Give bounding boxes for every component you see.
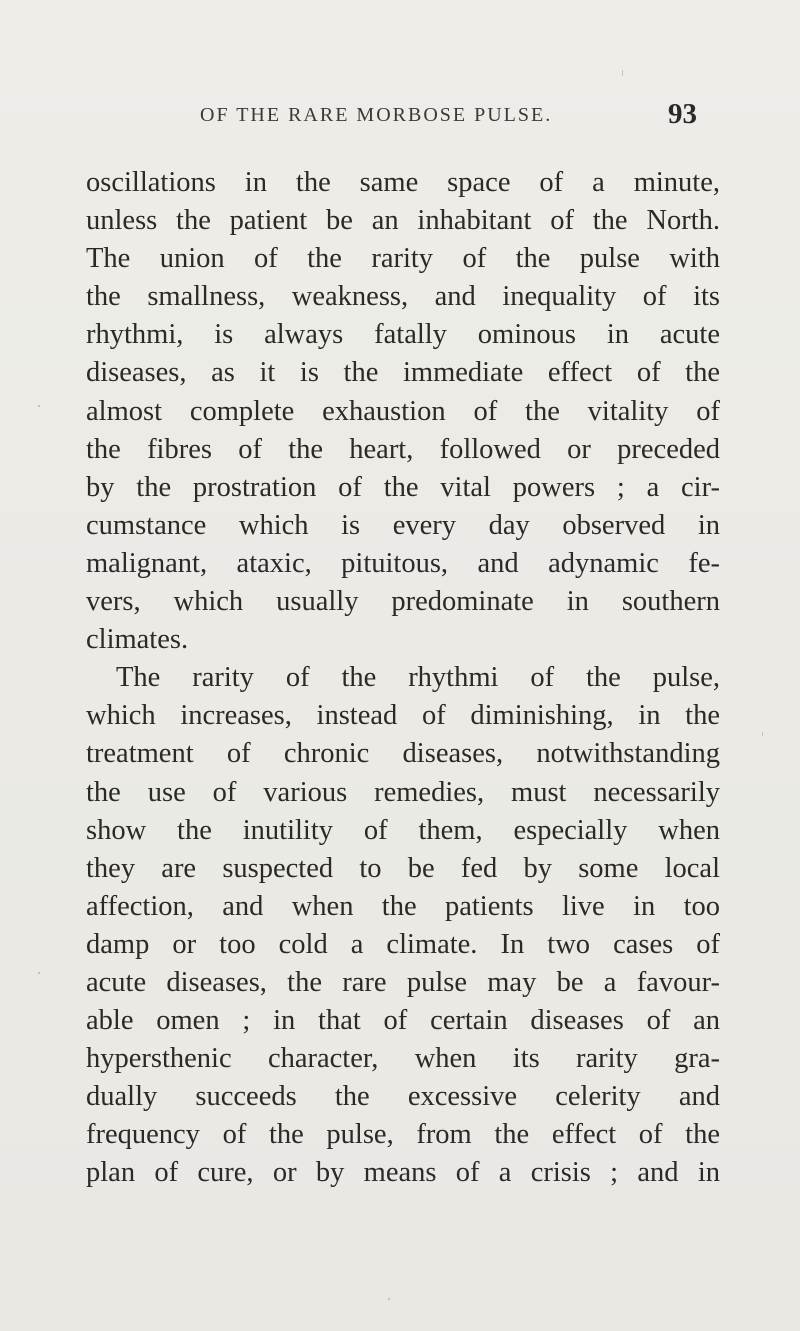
text-line: which increases, instead of diminishing, in the [86,700,720,732]
running-header: OF THE RARE MORBOSE PULSE. [200,104,553,126]
text-line: oscillations in the same space of a minute, [86,167,720,198]
paper-speck [762,732,763,736]
text-line: they are suspected to be fed by some local [86,852,720,884]
text-line: by the prostration of the vital powers ; a cir- [86,471,720,503]
text-line: hypersthenic character, when its rarity gra- [86,1043,720,1075]
paper-speck [622,70,623,76]
text-line: malignant, ataxic, pituitous, and adynamic fe- [86,547,720,579]
text-line: frequency of the pulse, from the effect of the [86,1119,720,1151]
text-line: diseases, as it is the immediate effect of the [86,357,720,389]
text-line: dually succeeds the excessive celerity and [86,1081,720,1113]
text-line: treatment of chronic diseases, notwithstanding [86,738,720,770]
text-line: the smallness, weakness, and inequality of its [86,281,720,313]
paper-speck [388,1298,390,1300]
page-number: 93 [668,98,697,130]
text-line: plan of cure, or by means of a crisis ; and in [86,1157,720,1189]
text-line: damp or too cold a climate. In two cases of [86,928,720,960]
text-line: able omen ; in that of certain diseases of an [86,1005,720,1037]
body-text [86,164,720,1193]
text-line: climates. [86,624,189,656]
text-line: the fibres of the heart, followed or preceded [86,433,720,465]
text-line: the use of various remedies, must necessarily [86,776,720,808]
text-line: affection, and when the patients live in too [86,890,720,922]
paper-speck [38,405,40,407]
text-line: unless the patient be an inhabitant of the North. [86,205,720,237]
text-line: acute diseases, the rare pulse may be a favour- [86,966,720,998]
text-line: show the inutility of them, especially when [86,814,720,846]
text-line: almost complete exhaustion of the vitality of [86,395,720,427]
text-line: rhythmi, is always fatally ominous in acute [86,319,720,351]
paper-speck [38,972,40,974]
text-line: cumstance which is every day observed in [86,509,720,541]
text-line: The union of the rarity of the pulse with [86,243,720,275]
text-line: The rarity of the rhythmi of the pulse, [116,662,720,694]
text-line: vers, which usually predominate in southern [86,586,720,618]
